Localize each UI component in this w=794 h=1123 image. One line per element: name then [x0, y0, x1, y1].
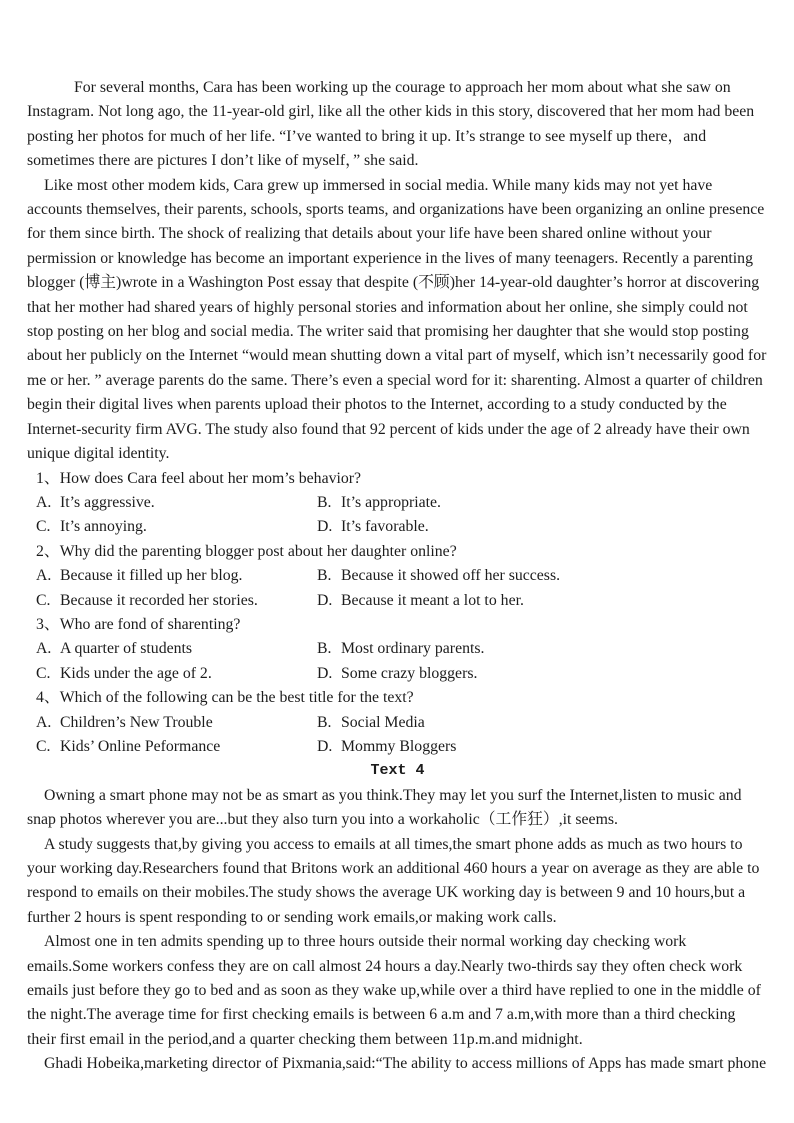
question-2-option-c	[36, 589, 317, 613]
passage3-paragraph-1: For several months, Cara has been working up the courage to approach her mom about what she saw on Instagram. Not long ago, the 11-year-old girl, like all the other kids in this story, discovered that her mom had been posting her photos for much of her life. “I’ve wanted to bring it up. It’s strange to see myself up there，and sometimes there are pictures I don’t like of myself，” she said.	[27, 79, 755, 170]
option-text: It’s aggressive.	[60, 493, 155, 511]
option-text: It’s annoying.	[60, 518, 147, 536]
question-3-option-c	[36, 662, 317, 686]
question-3-option-a	[36, 637, 317, 661]
question-2-option-d	[317, 589, 768, 613]
question-1-options	[36, 491, 768, 540]
option-text: Because it showed off her success.	[341, 567, 561, 585]
option-text: Because it filled up her blog.	[60, 567, 243, 585]
question-4	[27, 686, 768, 759]
option-text: Social Media	[341, 713, 425, 731]
option-text: A quarter of students	[60, 640, 193, 658]
option-text: Because it recorded her stories.	[60, 591, 258, 609]
option-label: A.	[36, 640, 52, 658]
option-text: It’s favorable.	[341, 518, 429, 536]
passage4-paragraph-2: A study suggests that,by giving you access to emails at all times,the smart phone adds as much as two hours to your working day.Researchers found that Britons work an additional 460 hours a year on average as they are able to respond to emails on their mobiles.The study shows the average UK working day is between 9 and 10 hours,but a further 2 hours is spent responding to or sending work emails,or making work calls.	[27, 835, 760, 926]
option-text: It’s appropriate.	[341, 493, 442, 511]
option-text: Kids under the age of 2.	[60, 664, 212, 682]
question-4-options	[36, 711, 768, 760]
question-1-prompt: 1、How does Cara feel about her mom’s behavior?	[36, 469, 362, 487]
option-label: A.	[36, 713, 52, 731]
question-3-option-d	[317, 662, 768, 686]
question-1-option-d	[317, 515, 768, 539]
passage4-paragraph-3: Almost one in ten admits spending up to three hours outside their normal working day checking work emails.Some workers confess they are on call almost 24 hours a day.Nearly two-thirds say they often check work emails just before they go to bed and as soon as they wake up,while over a third have replied to one in the middle of the night.The average time for first checking emails is between 6 a.m and 7 a.m,with more than a third checking their first email in the period,and a quarter checking them between 11p.m.and midnight.	[27, 933, 761, 1048]
question-4-prompt: 4、Which of the following can be the best title for the text?	[36, 689, 414, 707]
option-label: B.	[317, 567, 332, 585]
passage4-paragraph-4: Ghadi Hobeika,marketing director of Pixmania,said:“The ability to access millions of Apps has made smart phone	[44, 1055, 767, 1073]
passage3-paragraph-2: Like most other modem kids, Cara grew up immersed in social media. While many kids may not yet have accounts themselves, their parents, schools, sports teams, and organizations have been organizing an online presence for them since birth. The shock of realizing that details about your life have been shared online without your permission or knowledge has become an important experience in the lives of many teenagers. Recently a parenting blogger (博主)wrote in a Washington Post essay that despite (不顾)her 14-year-old daughter’s horror at discovering that her mother had shared years of highly personal stories and information about her online, she simply could not stop posting on her blog and social media. The writer said that promising her daughter that she would stop posting about her publicly on the Internet “would mean shutting down a vital part of myself, which isn’t necessarily good for me or her. ” average parents do the same. There’s even a special word for it: sharenting. Almost a quarter of children begin their digital lives when parents upload their photos to the Internet, according to a study conducted by the Internet-security firm AVG. The study also found that 92 percent of kids under the age of 2 already have their own unique digital identity.	[27, 176, 767, 463]
option-label: B.	[317, 713, 332, 731]
question-1-option-c	[36, 515, 317, 539]
question-4-option-c	[36, 735, 317, 759]
question-2	[27, 540, 768, 613]
question-4-option-b	[317, 711, 768, 735]
text4-heading: Text 4	[370, 762, 425, 780]
option-label: A.	[36, 567, 52, 585]
question-1-option-b	[317, 491, 768, 515]
option-text: Children’s New Trouble	[60, 713, 213, 731]
option-text: Because it meant a lot to her.	[341, 591, 524, 609]
option-text: Kids’ Online Peformance	[60, 737, 221, 755]
question-4-option-d	[317, 735, 768, 759]
option-label: B.	[317, 493, 332, 511]
option-text: Some crazy bloggers.	[341, 664, 478, 682]
question-3-options	[36, 637, 768, 686]
option-label: C.	[36, 518, 51, 536]
option-label: C.	[36, 664, 51, 682]
question-1-option-a	[36, 491, 317, 515]
option-text: Most ordinary parents.	[341, 640, 485, 658]
question-3-prompt: 3、Who are fond of sharenting?	[36, 615, 241, 633]
option-text: Mommy Bloggers	[341, 737, 457, 755]
question-4-option-a	[36, 711, 317, 735]
option-label: D.	[317, 591, 333, 609]
question-2-option-b	[317, 564, 768, 588]
option-label: D.	[317, 518, 333, 536]
option-label: C.	[36, 737, 51, 755]
option-label: D.	[317, 664, 333, 682]
question-2-options	[36, 564, 768, 613]
question-3	[27, 613, 768, 686]
option-label: A.	[36, 493, 52, 511]
option-label: B.	[317, 640, 332, 658]
option-label: D.	[317, 737, 333, 755]
question-2-option-a	[36, 564, 317, 588]
question-3-option-b	[317, 637, 768, 661]
option-label: C.	[36, 591, 51, 609]
question-1	[27, 467, 768, 540]
passage4-paragraph-1: Owning a smart phone may not be as smart as you think.They may let you surf the Internet,listen to music and snap photos wherever you are...but they also turn you into a workaholic（工作狂）,it seems.	[27, 786, 742, 829]
question-2-prompt: 2、Why did the parenting blogger post about her daughter online?	[36, 542, 457, 560]
